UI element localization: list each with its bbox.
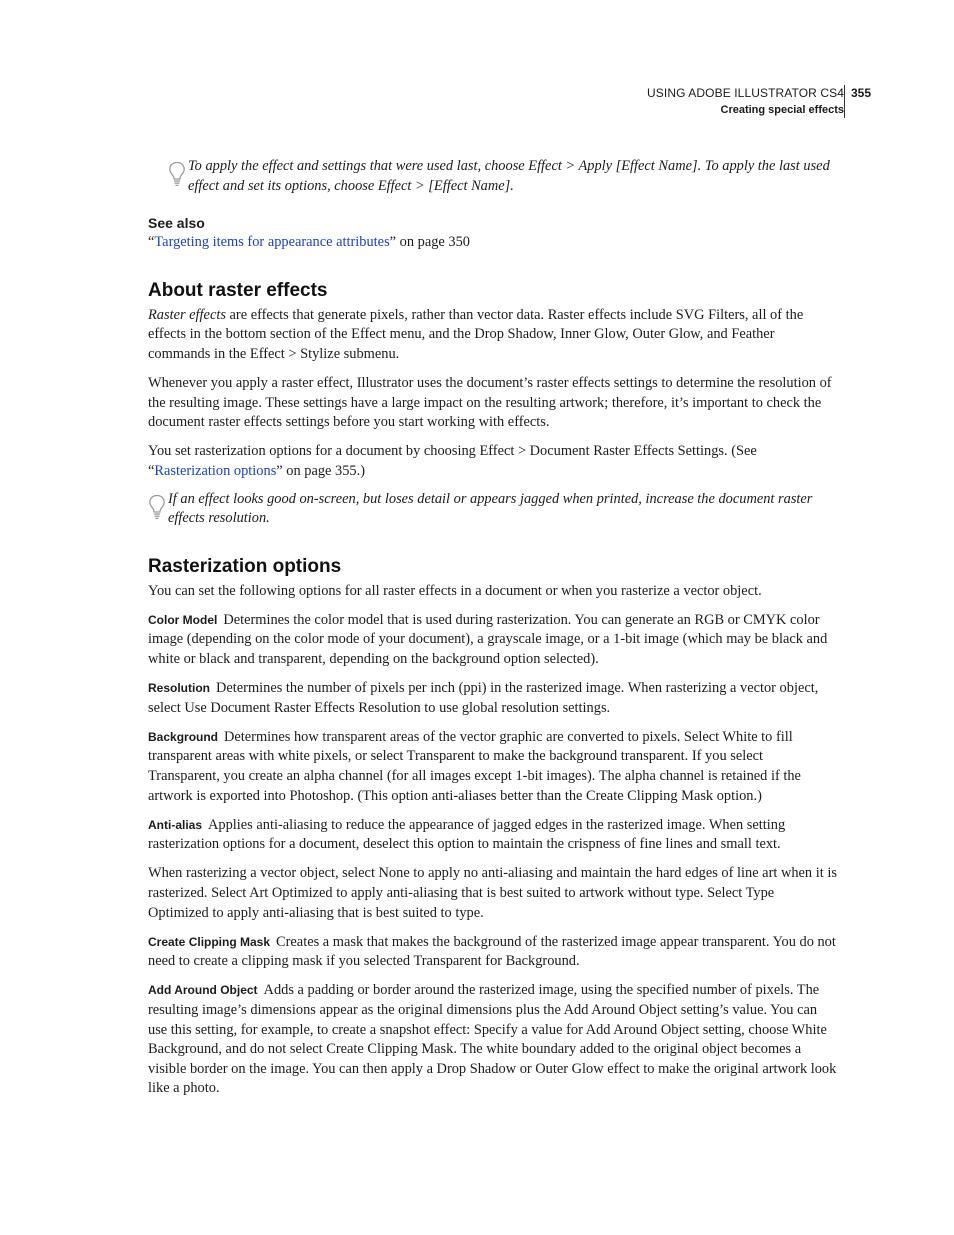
paragraph-set-options	[148, 442, 838, 481]
option-description: Determines the number of pixels per inch (ppi) in the rasterized image. When rasterizing a vector object, select Use Document Raster Effects Resolution to use global resolution settings.	[148, 680, 819, 716]
heading-rasterization-options: Rasterization options	[148, 555, 342, 577]
chapter-title: Creating special effects	[720, 104, 844, 116]
heading-about-raster-effects: About raster effects	[148, 279, 328, 301]
option-background	[148, 728, 838, 806]
option-description: Adds a padding or border around the rasterized image, using the specified number of pixels. The resulting image’s dimensions appear as the original dimensions plus the Add Around Object setting’s value. You can use this setting, for example, to create a snapshot effect: Specify a value for Add Around Object setting, choose White Background, and do not select Create Clipping Mask. The white boundary added to the original object becomes a visible border on the image. You can then apply a Drop Shadow or Outer Glow effect to make the original artwork look like a photo.	[148, 982, 837, 1097]
tip-text: To apply the effect and settings that were used last, choose Effect > Apply [Effect Name]. To apply the last used effect and set its options, choose Effect > [Effect Name].	[188, 158, 830, 194]
option-resolution	[148, 679, 838, 718]
paragraph-anti-alias-modes: When rasterizing a vector object, select None to apply no anti-aliasing and maintain the hard edges of line art when it is rasterized. Select Art Optimized to apply anti-aliasing that is best suited to artwork without type. Select Type Optimized to apply anti-aliasing that is best suited to type.	[148, 865, 837, 921]
book-title: USING ADOBE ILLUSTRATOR CS4	[647, 86, 844, 100]
option-create-clipping-mask	[148, 933, 838, 972]
term-label: Color Model	[148, 612, 218, 627]
option-color-model	[148, 611, 838, 670]
paragraph-raster-settings: Whenever you apply a raster effect, Illustrator uses the document’s raster effects settings to determine the resolution of the resulting image. These settings have a large impact on the resulting artwork; therefore, it’s important to check the document raster effects settings before you start working with effects.	[148, 375, 832, 431]
paragraph-text: You set rasterization options for a document by choosing Effect > Document Raster Effects Settings. (See “	[148, 443, 757, 479]
option-description: Creates a mask that makes the background of the rasterized image appear transparent. You do not need to create a clipping mask if you selected Transparent for Background.	[148, 933, 836, 970]
paragraph-raster-definition	[148, 306, 838, 365]
lightbulb-icon	[168, 161, 186, 187]
tip-text: If an effect looks good on-screen, but loses detail or appears jagged when printed, increase the document raster effects resolution.	[168, 490, 813, 527]
term-label: Add Around Object	[148, 983, 258, 998]
tip-increase-resolution	[168, 490, 838, 529]
lightbulb-icon	[148, 494, 166, 520]
see-also-entry	[148, 233, 838, 253]
term-label: Background	[148, 729, 219, 744]
header-divider	[844, 85, 845, 118]
term-label: Resolution	[148, 681, 210, 696]
term-label: Create Clipping Mask	[148, 934, 271, 949]
paragraph-text: ” on page 355.)	[276, 462, 366, 479]
see-also-heading: See also	[148, 215, 205, 232]
link-targeting-items[interactable]: Targeting items for appearance attributes	[154, 234, 390, 251]
option-description: Determines how transparent areas of the vector graphic are converted to pixels. Select White to fill transparent areas with white pixels, or select Transparent to make the background transparent. If you select Transparent, you create an alpha channel (for all images except 1-bit images). The alpha channel is retained if the artwork is exported into Photoshop. (This option anti-aliases better than the Create Clipping Mask option.)	[148, 728, 801, 804]
term-label: Anti-alias	[148, 817, 203, 832]
option-anti-alias	[148, 816, 838, 855]
page-number: 355	[851, 86, 872, 100]
open-quote: “	[148, 234, 155, 251]
option-description: Applies anti-aliasing to reduce the appearance of jagged edges in the rasterized image. When setting rasterization options for a document, deselect this option to maintain the crispness of fine lines and small text.	[148, 816, 786, 853]
tip-apply-last-effect	[188, 157, 838, 196]
paragraph-rasterization-intro: You can set the following options for all raster effects in a document or when you rasterize a vector object.	[148, 582, 762, 599]
option-description: Determines the color model that is used during rasterization. You can generate an RGB or CMYK color image (depending on the color mode of your document), a grayscale image, or a 1-bit image (which may be black and white or black and transparent, depending on the background option selected).	[148, 611, 828, 667]
running-header	[647, 84, 844, 118]
link-rasterization-options[interactable]: Rasterization options	[154, 462, 277, 479]
page-ref: ” on page 350	[389, 234, 470, 251]
main-content	[148, 150, 838, 1099]
term-raster-effects: Raster effects	[148, 306, 226, 323]
option-add-around-object	[148, 981, 838, 1099]
paragraph-text: are effects that generate pixels, rather than vector data. Raster effects include SVG Filters, all of the effects in the bottom section of the Effect menu, and the Drop Shadow, Inner Glow, Outer Glow, and Feather commands in the Effect > Stylize submenu.	[148, 306, 804, 362]
